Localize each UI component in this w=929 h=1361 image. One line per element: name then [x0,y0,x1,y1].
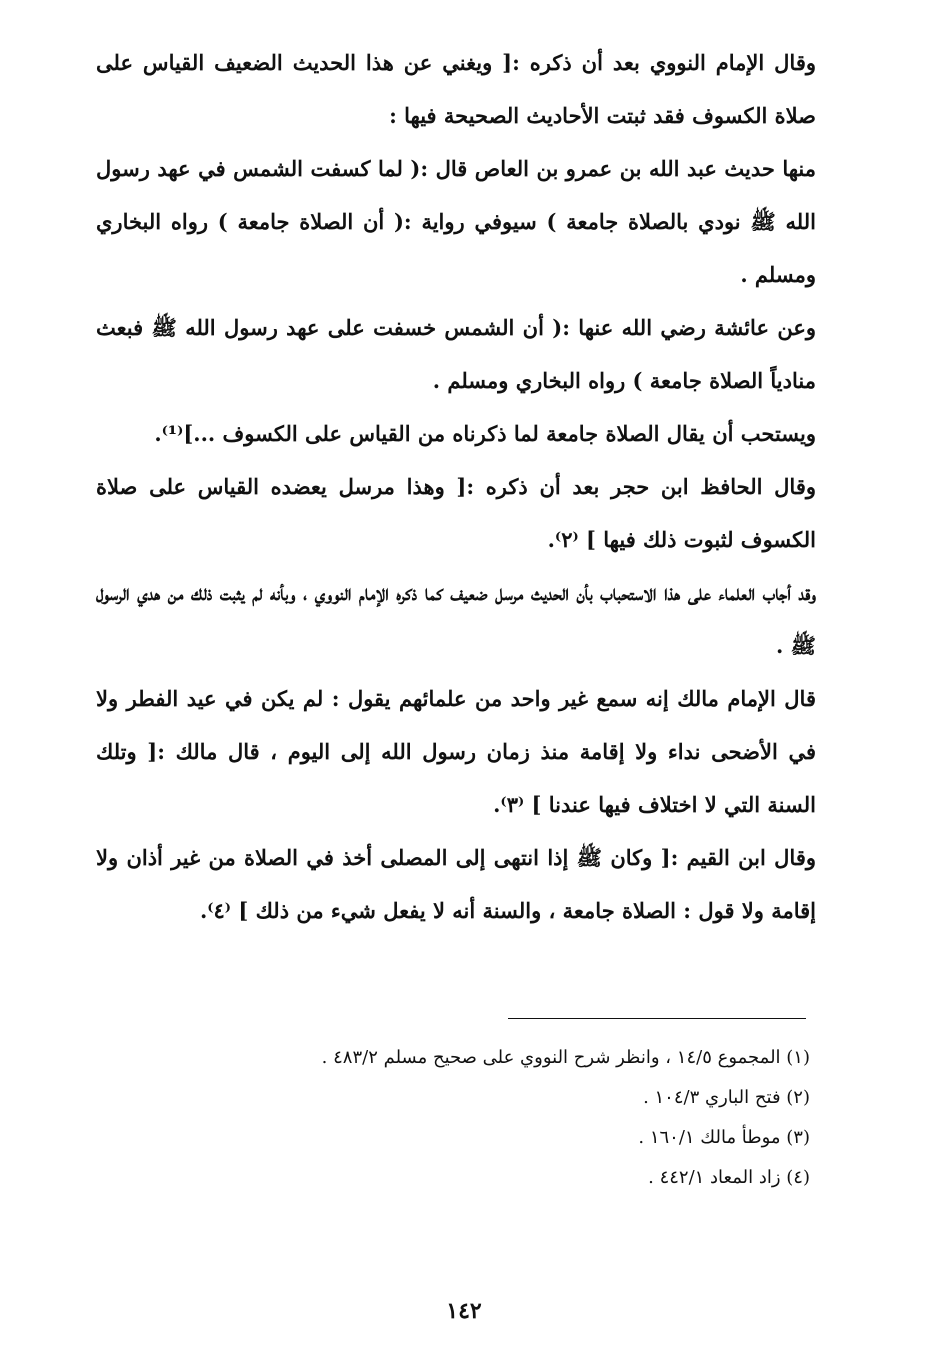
footnote-4: (٤) زاد المعاد ٤٤٢/١ . [648,1167,810,1188]
paragraph-scholars-response: وقد أجاب العلماء على هذا الاستحباب بأن الحديث مرسل ضعيف كما ذكره الإمام النووي ، وبأنه لم يثبت ذلك من هدي الرسول ﷺ . [96,580,816,658]
footnote-3: (٣) موطأ مالك ١٦٠/١ . [638,1127,810,1148]
paragraph-nawawi-quote: وقال الإمام النووي بعد أن ذكره :[ ويغني عن هذا الحديث الضعيف القياس على صلاة الكسوف فقد ثبتت الأحاديث الصحيحة فيها : [96,50,816,128]
main-text [96,36,816,937]
footnotes [96,1038,810,1198]
footnote-2: (٢) فتح الباري ١٠٤/٣ . [643,1087,810,1108]
paragraph-hadith-abdullah: منها حديث عبد الله بن عمرو بن العاص قال :( لما كسفت الشمس في عهد رسول الله ﷺ نودي بالصلاة جامعة ) سيوفي رواية :( أن الصلاة جامعة ) رواه البخاري ومسلم . [96,156,816,287]
paragraph-hadith-aisha: وعن عائشة رضي الله عنها :( أن الشمس خسفت على عهد رسول الله ﷺ فبعث منادياً الصلاة جامعة ) رواه البخاري ومسلم . [96,315,816,393]
footnote-1: (١) المجموع ١٤/٥ ، وانظر شرح النووي على صحيح مسلم ٤٨٣/٢ . [321,1047,810,1068]
footnote-divider [508,1018,806,1019]
paragraph-imam-malik: قال الإمام مالك إنه سمع غير واحد من علمائهم يقول : لم يكن في عيد الفطر ولا في الأضحى نداء ولا إقامة منذ زمان رسول الله إلى اليوم ، قال مالك :[ وتلك السنة التي لا اختلاف فيها عندنا ] ⁽٣⁾. [96,686,816,817]
page-number: ١٤٢ [446,1298,482,1324]
paragraph-nawawi-conclusion: ويستحب أن يقال الصلاة جامعة لما ذكرناه من القياس على الكسوف ...]⁽¹⁾. [154,421,816,446]
paragraph-ibn-hajar: وقال الحافظ ابن حجر بعد أن ذكره :[ وهذا مرسل يعضده القياس على صلاة الكسوف لثبوت ذلك فيها ] ⁽٢⁾. [96,474,816,552]
paragraph-ibn-al-qayyim: وقال ابن القيم :[ وكان ﷺ إذا انتهى إلى المصلى أخذ في الصلاة من غير أذان ولا إقامة ولا قول : الصلاة جامعة ، والسنة أنه لا يفعل شيء من ذلك ] ⁽٤⁾. [96,845,816,923]
